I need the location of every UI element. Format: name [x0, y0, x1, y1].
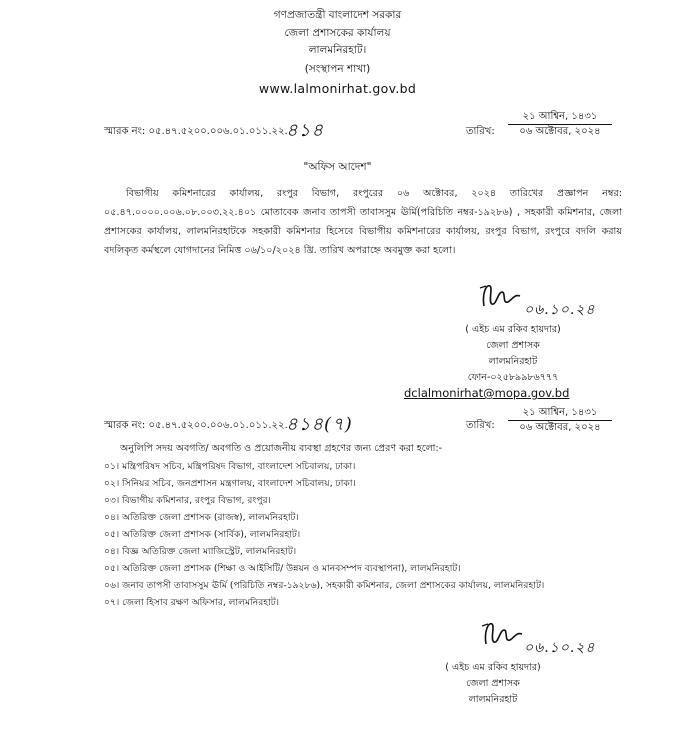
signatory-district: লালমনিরহাট: [488, 356, 538, 367]
list-item: ০৪। অতিরিক্ত জেলা প্রশাসক (রাজস্ব), লালমনিরহাট।: [104, 512, 299, 523]
order-title: "অফিস আদেশ": [303, 161, 372, 173]
signatory-block-2: [408, 660, 578, 708]
section-name: (সংস্থাপন শাখা): [304, 63, 371, 75]
list-item: ০২। সিনিয়র সচিব, জনপ্রশাসন মন্ত্রণালয়, বাংলাদেশ সচিবালয়, ঢাকা।: [104, 478, 356, 489]
signatory-designation: জেলা প্রশাসক: [466, 678, 520, 689]
website-link[interactable]: www.lalmonirhat.gov.bd: [258, 81, 417, 96]
list-item: ০৬। জনাব তাপসী তাবাসসুম ঊর্মি (পরিচিতি নম্বর-১৯২৮৬), সহকারী কমিশনার, জেলা প্রশাসকের কার্যালয়, লালমনিরহাট।: [104, 580, 545, 591]
signatory-designation: জেলা প্রশাসক: [486, 340, 540, 351]
order-body: বিভাগীয় কমিশনারের কার্যালয়, রংপুর বিভাগ, রংপুরের ০৬ অক্টোবর, ২০২৪ তারিখের প্রজ্ঞাপন নম্বর: ০৫.৪৭.০০০০.০০৬.০৮.০০৩.২২.৪০১ মোতাবেক জনাব তাপসী তাবাসসুম ঊর্মি(পরিচিতি নম্বর-১৯২৮৬) , সহকারী কমিশনার, জেলা প্রশাসকের কার্যালয়, লালমনিরহাটকে সহকারী কমিশনার হিসেবে বিভাগীয় কমিশনারের কার্যালয়, রংপুর বিভাগ, রংপুরে বদলি করায় বদলিকৃত কর্মস্থলে যোগদানের নিমিত্ত ০৬/১০/২০২৪ খ্রি. তারিখ অপরাহ্নে অবমুক্ত করা হলো।: [104, 188, 622, 256]
list-item: ০১। মন্ত্রিপরিষদ সচিব, মন্ত্রিপরিষদ বিভাগ, বাংলাদেশ সচিবালয়, ঢাকা।: [104, 461, 356, 472]
cc-intro: অনুলিপি সদয় অবগতি/ অবগতি ও প্রয়োজনীয় ব্যবস্থা গ্রহণের জন্য প্রেরণ করা হলো:-: [120, 443, 443, 454]
memo-ref-label: স্মারক নং:: [104, 126, 146, 137]
list-item: ০৫। অতিরিক্ত জেলা প্রশাসক (সার্বিক), লালমনিরহাট।: [104, 529, 301, 540]
signatory-email[interactable]: dclalmonirhat@mopa.gov.bd: [404, 386, 570, 400]
list-item: ০৫। অতিরিক্ত জেলা প্রশাসক (শিক্ষা ও আইসিটি/ উন্নয়ন ও মানবসম্পদ ব্যবস্থাপনা), লালমনিরহাট।: [104, 563, 461, 574]
cc-list: [104, 458, 644, 611]
signature-date-2: ০৬.১০.২৪: [524, 640, 596, 656]
list-item: ০৭। জেলা হিসাব রক্ষণ অফিসার, লালমনিরহাট।: [104, 597, 280, 608]
memo-ref-number: ০৫.৪৭.৫২০০.০০৬.০১.০১১.২২.: [148, 126, 288, 137]
govt-name: গণপ্রজাতন্ত্রী বাংলাদেশ সরকার: [273, 9, 402, 21]
memo-ref-handwritten: ৪১৪(৭): [286, 414, 353, 435]
date-block-1: [508, 110, 612, 139]
memo-ref-label: স্মারক নং:: [104, 420, 146, 431]
date-label: তারিখ:: [466, 126, 495, 137]
signatory-block-1: [428, 322, 598, 386]
signatory-phone: ফোন-০২৫৮৯৯৮৬৭৭৭: [467, 372, 559, 383]
district-name: লালমনিরহাট।: [308, 44, 367, 56]
signature-date-1: ০৬.১০.২৪: [524, 302, 596, 318]
office-name: জেলা প্রশাসকের কার্যালয়: [284, 27, 391, 39]
signatory-district: লালমনিরহাট: [468, 694, 518, 705]
date-label: তারিখ:: [466, 420, 495, 431]
date-bengali: ২১ আশ্বিন, ১৪৩১: [508, 110, 612, 125]
date-block-2: [508, 406, 612, 435]
date-bengali: ২১ আশ্বিন, ১৪৩১: [508, 406, 612, 421]
signatory-name: ( এইচ এম রকিব হায়দার): [465, 324, 561, 335]
list-item: ০৩। বিভাগীয় কমিশনার, রংপুর বিভাগ, রংপুর।: [104, 495, 271, 506]
memo-ref-1: [104, 124, 288, 141]
memo-ref-handwritten: ৪১৪: [286, 120, 325, 141]
list-item: ০৪। বিজ্ঞ অতিরিক্ত জেলা ম্যাজিস্ট্রেট, লালমনিরহাট।: [104, 546, 297, 557]
signatory-name: ( এইচ এম রকিব হায়দার): [445, 662, 541, 673]
date-gregorian: ০৬ অক্টোবর, ২০২৪: [519, 422, 601, 433]
memo-ref-number: ০৫.৪৭.৫২০০.০০৬.০১.০১১.২২.: [148, 420, 288, 431]
date-gregorian: ০৬ অক্টোবর, ২০২৪: [519, 126, 601, 137]
memo-ref-2: [104, 418, 288, 435]
